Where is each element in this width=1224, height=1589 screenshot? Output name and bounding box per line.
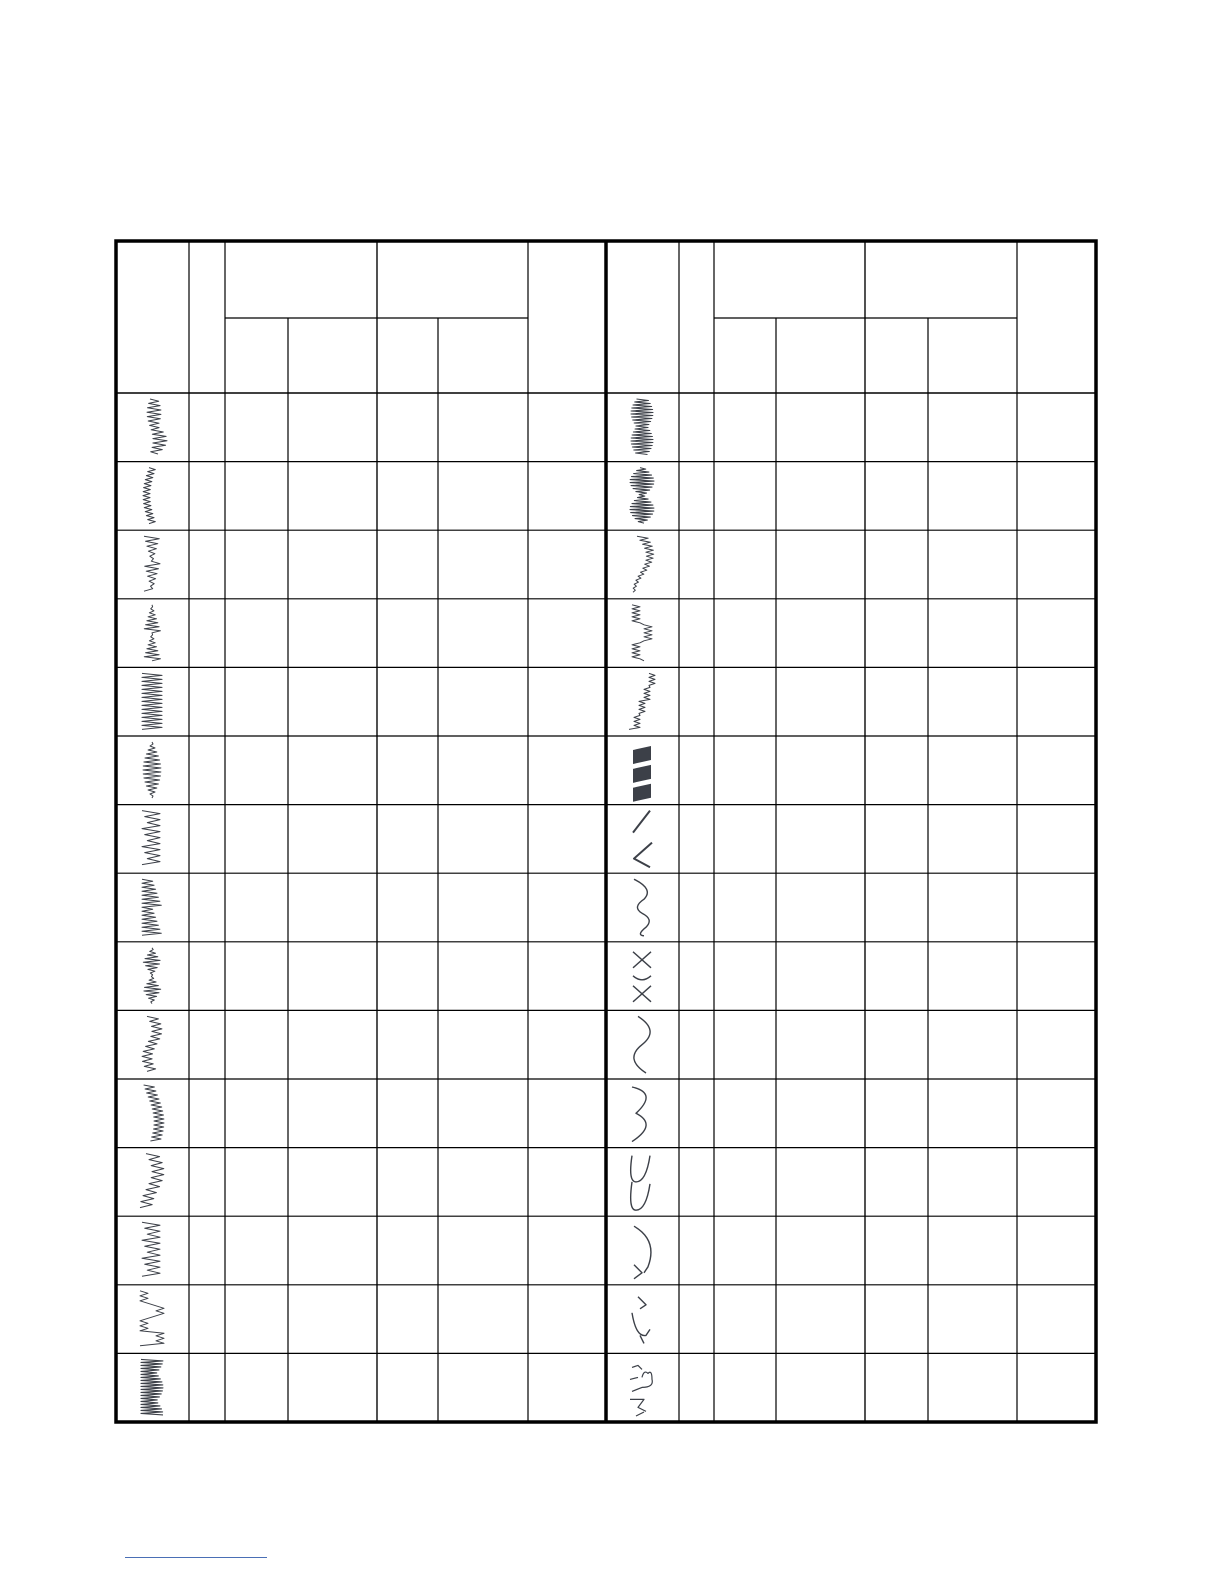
vine-zigzag-stitch-icon [633,536,654,592]
leaf-satin-stitch-icon [143,742,161,798]
oval-satin-stitch-icon [630,468,654,523]
bow-stitch-icon [633,952,651,1002]
crescent-arc-stitch-icon [632,1297,650,1344]
stair-step-stitch-icon [629,673,655,729]
square-wave-stitch-icon [632,605,652,661]
dense-zigzag-stitch-icon [142,673,162,729]
pine-zigzag-stitch-icon [144,536,160,591]
leaf-vine-stitch-icon [634,879,649,936]
diagonal-zigzag-stitch-icon [142,1222,160,1276]
shell-satin-stitch-icon [141,1359,163,1415]
serpentine-stitch-icon [634,1016,650,1073]
diagonal-zigzag-stitch-icon [142,811,160,865]
bar-satin-stitch-icon [633,746,651,802]
crescent-stitch-icon [143,468,155,524]
serpentine-zigzag-stitch-icon [140,1154,164,1208]
double-scallop-satin-icon [631,399,653,455]
diamond-satin-stitch-icon [143,948,160,1004]
step-satin-stitch-icon [142,879,161,935]
tulip-stitch-icon [630,1365,652,1416]
cup-stitch-icon [631,1156,650,1211]
scallop-stitch-icon [147,399,167,454]
chevron-stitch-icon [633,811,652,868]
footnote-rule [125,1557,267,1558]
wave-zigzag-stitch-icon [142,1016,162,1071]
hook-arc-stitch-icon [634,1226,651,1279]
arrow-satin-stitch-icon [144,605,160,661]
double-arc-stitch-icon [632,1087,646,1142]
curved-satin-stitch-icon [144,1085,164,1141]
greek-key-stitch-icon [140,1291,164,1346]
